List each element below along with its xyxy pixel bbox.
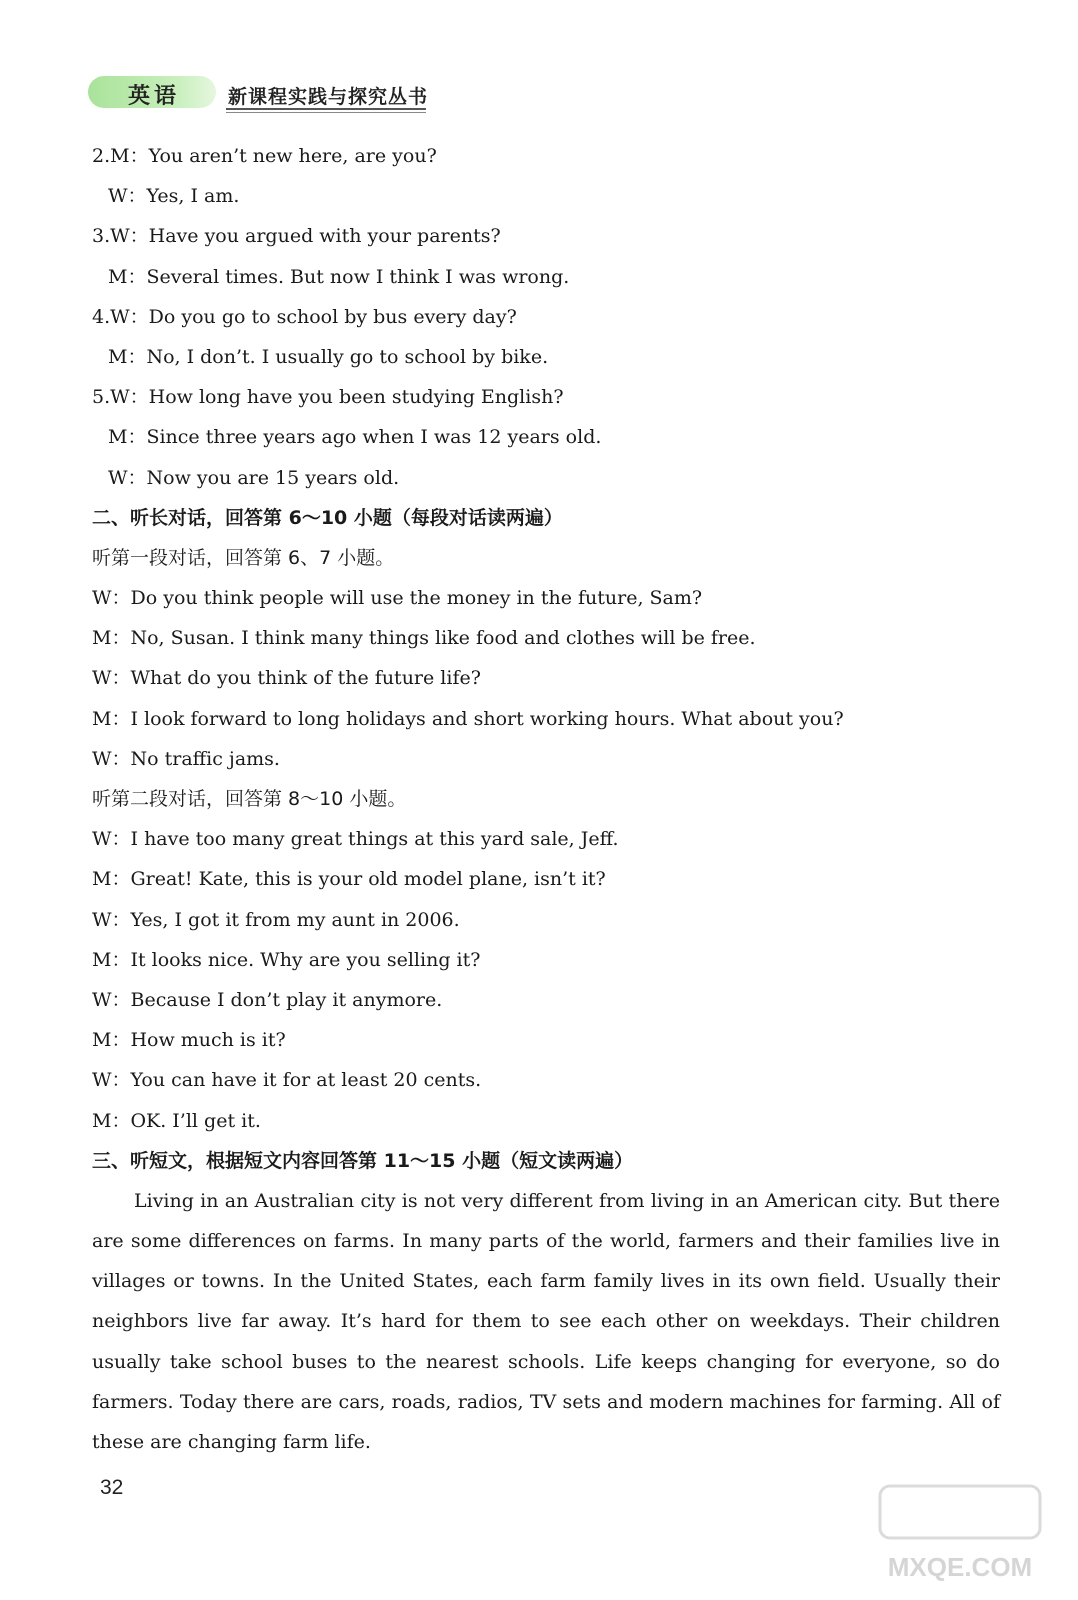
section-heading: 三、听短文，根据短文内容回答第 11～15 小题（短文读两遍） (92, 1149, 634, 1172)
dialogue-lines (92, 136, 1012, 1181)
series-title: 新课程实践与探究丛书 (228, 86, 429, 108)
dialogue-line: W：Do you think people will use the money in the future, Sam? (92, 587, 703, 610)
dialogue-line: W：Yes, I got it from my aunt in 2006. (92, 908, 460, 931)
dialogue-line: W：No traffic jams. (92, 747, 280, 770)
dialogue-line: M：Great! Kate, this is your old model plane, isn’t it? (92, 868, 606, 891)
dialogue-line: M：Since three years ago when I was 12 years old. (108, 426, 602, 449)
dialogue-line: W：I have too many great things at this yard sale, Jeff. (92, 828, 619, 851)
dialogue-line: M：No, Susan. I think many things like food and clothes will be free. (92, 627, 756, 650)
dialogue-line: W：Because I don’t play it anymore. (92, 988, 443, 1011)
dialogue-line: M：It looks nice. Why are you selling it? (92, 948, 481, 971)
dialogue-line: M：OK. I’ll get it. (92, 1109, 261, 1132)
dialogue-line: 4.W：Do you go to school by bus every day? (92, 305, 517, 328)
dialogue-line: M：I look forward to long holidays and short working hours. What about you? (92, 707, 844, 730)
dialogue-line: 5.W：How long have you been studying English? (92, 386, 564, 409)
dialogue-line: W：You can have it for at least 20 cents. (92, 1069, 482, 1092)
dialogue-line: W：What do you think of the future life? (92, 667, 481, 690)
dialogue-line: M：How much is it? (92, 1029, 286, 1052)
dialogue-line: M：No, I don’t. I usually go to school by bike. (108, 345, 549, 368)
page-header (88, 72, 448, 112)
sub-heading: 听第一段对话，回答第 6、7 小题。 (92, 546, 395, 569)
dialogue-line: M：Several times. But now I think I was wrong. (108, 265, 570, 288)
dialogue-line: 3.W：Have you argued with your parents? (92, 225, 501, 248)
header-rule (226, 108, 426, 110)
watermark-text: MXQE.COM (887, 1552, 1033, 1582)
header-rule-thin (226, 112, 426, 113)
dialogue-line: W：Yes, I am. (108, 185, 240, 208)
page-content (92, 136, 1012, 1462)
dialogue-line: 2.M：You aren’t new here, are you? (92, 145, 437, 167)
subject-label: 英语 (128, 84, 181, 109)
watermark-logo (860, 1478, 1060, 1588)
sub-heading: 听第二段对话，回答第 8～10 小题。 (92, 788, 407, 810)
page-number: 32 (100, 1476, 124, 1499)
dialogue-line: W：Now you are 15 years old. (108, 466, 400, 489)
passage-text: Living in an Australian city is not very different from living in an American city. But there are some differences on farms. In many parts of the world, farmers and their families live in villages or towns. In the United States, each farm family lives in its own field. Usually their neighbors live far away. It’s hard for them to see each other on weekdays. Their children usually take school buses to the nearest schools. Life keeps changing for everyone, so do farmers. Today there are cars, roads, radios, TV sets and modern machines for farming. All of these are changing farm life. (92, 1189, 1000, 1454)
section-heading: 二、听长对话，回答第 6～10 小题（每段对话读两遍） (92, 506, 563, 529)
